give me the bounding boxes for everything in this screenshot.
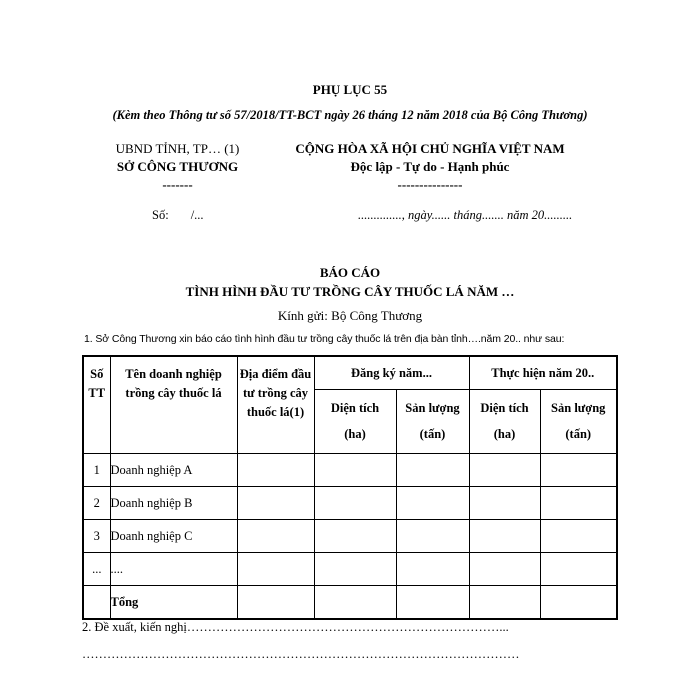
row-registered-output-cell	[396, 553, 469, 586]
table-total-row	[83, 586, 617, 620]
row-actual-output-cell	[540, 454, 617, 487]
row-stt	[83, 586, 110, 620]
row-total-label: Tổng	[110, 586, 237, 620]
row-actual-area-cell	[469, 586, 540, 620]
row-actual-area-cell	[469, 487, 540, 520]
header-registered-area: Diện tích (ha)	[314, 390, 396, 454]
table-row	[83, 520, 617, 553]
row-actual-output-cell	[540, 586, 617, 620]
header-actual-group: Thực hiện năm 20..	[469, 356, 617, 390]
row-registered-output-cell	[396, 520, 469, 553]
header-location: Địa điểm đầu tư trồng cây thuốc lá(1)	[237, 356, 314, 454]
row-actual-area-cell	[469, 553, 540, 586]
row-stt: 1	[83, 454, 110, 487]
motto-divider: ---------------	[397, 177, 463, 192]
row-registered-area-cell	[314, 520, 396, 553]
row-company-name: ....	[110, 553, 237, 586]
row-actual-output-cell	[540, 520, 617, 553]
header-registered-group: Đăng ký năm...	[314, 356, 469, 390]
row-location-cell	[237, 520, 314, 553]
header-stt: Số TT	[83, 356, 110, 454]
row-registered-output-cell	[396, 487, 469, 520]
document-number-label: Số:	[152, 208, 169, 222]
row-actual-output-cell	[540, 487, 617, 520]
investment-report-table	[82, 355, 618, 620]
row-actual-output-cell	[540, 553, 617, 586]
row-registered-area-cell	[314, 586, 396, 620]
row-registered-area-cell	[314, 553, 396, 586]
report-title-line2: TÌNH HÌNH ĐẦU TƯ TRỒNG CÂY THUỐC LÁ NĂM …	[185, 284, 515, 299]
national-motto: Độc lập - Tự do - Hạnh phúc	[350, 159, 510, 174]
national-motto-block	[280, 140, 580, 194]
header-company-name: Tên doanh nghiệp trồng cây thuốc lá	[110, 356, 237, 454]
row-company-name: Doanh nghiệp B	[110, 487, 237, 520]
table-row	[83, 454, 617, 487]
report-title-line1: BÁO CÁO	[319, 265, 381, 280]
authority-province: UBND TỈNH, TP… (1)	[115, 141, 240, 156]
row-registered-area-cell	[314, 454, 396, 487]
row-location-cell	[237, 553, 314, 586]
header-registered-output: Sản lượng (tấn)	[396, 390, 469, 454]
row-registered-output-cell	[396, 454, 469, 487]
row-stt: 2	[83, 487, 110, 520]
header-actual-area: Diện tích (ha)	[469, 390, 540, 454]
addressee: Kính gửi: Bộ Công Thương	[277, 308, 423, 323]
row-location-cell	[237, 586, 314, 620]
report-title	[0, 263, 700, 301]
row-actual-area-cell	[469, 454, 540, 487]
national-title: CỘNG HÒA XÃ HỘI CHỦ NGHĨA VIỆT NAM	[295, 141, 565, 156]
document-number-value: /...	[190, 208, 204, 222]
row-registered-area-cell	[314, 487, 396, 520]
authority-divider: -------	[162, 177, 193, 192]
issuing-authority-block	[85, 140, 270, 194]
intro-paragraph: 1. Sở Công Thương xin báo cáo tình hình đầu tư trồng cây thuốc lá trên địa bàn tỉnh….năm 20.. như sau:	[84, 333, 565, 345]
row-company-name: Doanh nghiệp A	[110, 454, 237, 487]
table-header-row	[83, 356, 617, 390]
proposal-line: 2. Đề xuất, kiến nghị…………………………………………………………………...	[82, 620, 509, 634]
appendix-title: PHỤ LỤC 55	[312, 82, 388, 97]
row-company-name: Doanh nghiệp C	[110, 520, 237, 553]
table-row	[83, 553, 617, 586]
row-location-cell	[237, 487, 314, 520]
row-actual-area-cell	[469, 520, 540, 553]
header-actual-output: Sản lượng (tấn)	[540, 390, 617, 454]
row-stt: ...	[83, 553, 110, 586]
authority-department: SỞ CÔNG THƯƠNG	[116, 159, 239, 174]
proposal-continuation-line: ……………………………………………………………………………………………	[82, 647, 520, 661]
document-date: .............., ngày...... tháng....... năm 20.........	[358, 208, 573, 222]
appendix-subtitle: (Kèm theo Thông tư số 57/2018/TT-BCT ngày 26 tháng 12 năm 2018 của Bộ Công Thương)	[112, 108, 588, 122]
row-stt: 3	[83, 520, 110, 553]
table-row	[83, 487, 617, 520]
row-location-cell	[237, 454, 314, 487]
document-number	[152, 208, 204, 223]
row-registered-output-cell	[396, 586, 469, 620]
